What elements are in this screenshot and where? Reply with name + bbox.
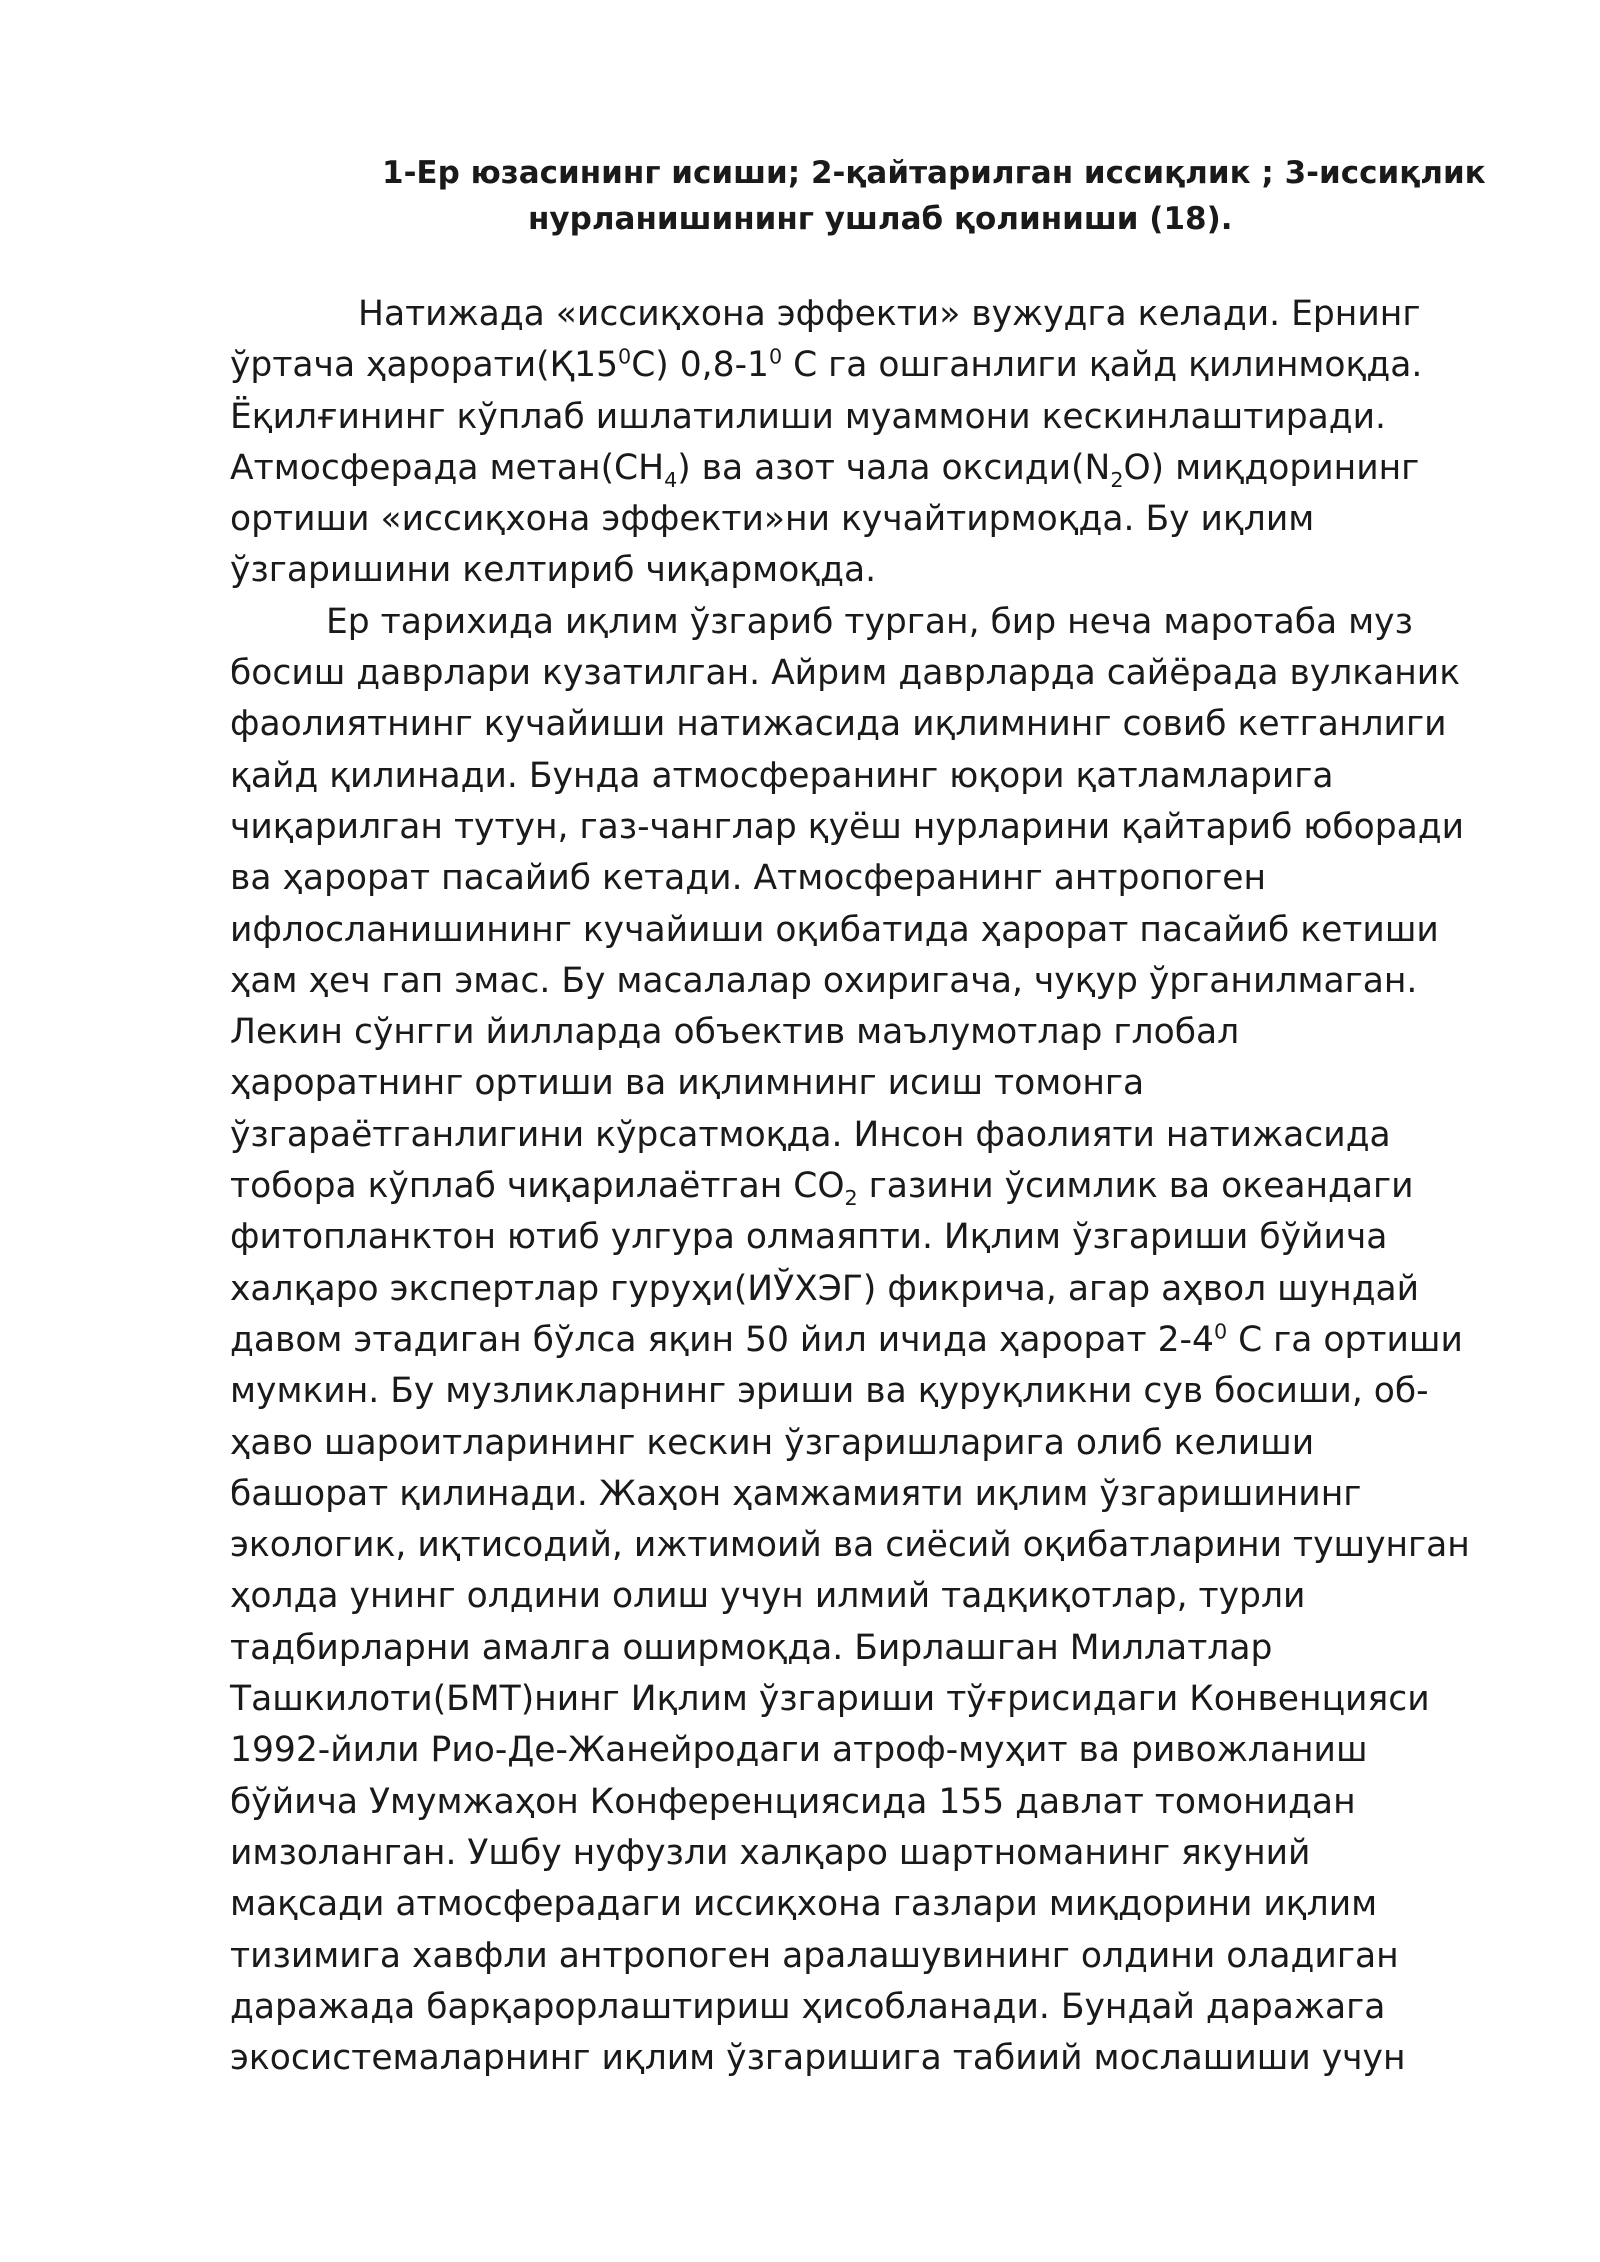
paragraph-2-line: ўзгараётганлигини кўрсатмоқда. Инсон фаолияти натижасида [230, 1114, 1391, 1155]
paragraph-2-line: ҳам ҳеч гап эмас. Бу масалалар охиригача, чуқур ўрганилмаган. [230, 960, 1418, 1001]
paragraph-2-line: қайд қилинади. Бунда атмосферанинг юқори қатламларига [230, 755, 1334, 796]
body-text [230, 289, 1486, 2084]
paragraph-2-line: 1992-йили Рио-Де-Жанейродаги атроф-муҳит ва ривожланиш [230, 1730, 1368, 1771]
paragraph-2-line: чиқарилган тутун, газ-чанглар қуёш нурларини қайтариб юборади [230, 806, 1465, 847]
paragraph-2-line: ҳароратнинг ортиши ва иқлимнинг исиш томонга [230, 1063, 1145, 1104]
paragraph-1-line: ўртача $ҳарорати(Қ15^0С)$ $0,8-1^0$ С га ошганлиги қайд қилинмоқда. [230, 344, 1423, 386]
paragraph-2-line: мумкин. Бу музликларнинг эриши ва қуруқликни сув босиши, об- [230, 1371, 1429, 1412]
paragraph-2-line: ҳолда унинг олдини олиш учун илмий тадқиқотлар, турли [230, 1576, 1306, 1617]
paragraph-2-line: тизимига хавфли антропоген аралашувининг олдини оладиган [230, 1935, 1399, 1976]
paragraph-1-line: Ёқилғининг кўплаб ишлатилиши муаммони кескинлаштиради. [230, 396, 1387, 437]
paragraph-2-line: башорат қилинади. Жаҳон ҳамжамияти иқлим ўзгаришининг [230, 1473, 1362, 1514]
paragraph-1-line: ўзгаришини келтириб чиқармоқда. [230, 550, 877, 591]
paragraph-2-line: экологик, иқтисодий, ижтимоий ва сиёсий оқибатларини тушунган [230, 1525, 1470, 1566]
paragraph-2-line: тобора кўплаб чиқарилаётган $CO_2$ газини ўсимлик ва океандаги [230, 1166, 1414, 1210]
paragraph-2-line: имзоланган. Ушбу нуфузли халқаро шартноманинг якуний [230, 1832, 1311, 1873]
paragraph-2-line: Ер тарихида иқлим ўзгариб турган, бир неча маротаба муз [326, 601, 1413, 642]
paragraph-2-line: фаолиятнинг кучайиши натижасида иқлимнинг совиб кетганлиги [230, 704, 1447, 745]
paragraph-2-line: даражада барқарорлаштириш ҳисобланади. Бундай даражага [230, 1986, 1386, 2027]
caption-line-2: нурланишининг ушлаб қолиниши (18). [528, 201, 1233, 237]
paragraph-2-line: ҳаво шароитларининг кескин ўзгаришларига олиб келиши [230, 1422, 1315, 1463]
paragraph-2-line: тадбирларни амалга оширмоқда. Бирлашган Миллатлар [230, 1627, 1273, 1668]
paragraph-2-line: мақсади атмосферадаги иссиқхона газлари миқдорини иқлим [230, 1884, 1378, 1925]
paragraph-2-line: фитопланктон ютиб улгура олмаяпти. Иқлим ўзгариши бўйича [230, 1217, 1388, 1258]
paragraph-1-line: ортиши «иссиқхона эффекти»ни кучайтирмоқда. Бу иқлим [230, 499, 1315, 540]
paragraph-2-line: босиш даврлари кузатилган. Айрим даврларда сайёрада вулканик [230, 653, 1461, 694]
paragraph-2-line: халқаро экспертлар гуруҳи(ИЎХЭГ) фикрича, агар аҳвол шундай [230, 1268, 1420, 1309]
paragraph-2-line: ва ҳарорат пасайиб кетади. Атмосферанинг антропоген [230, 858, 1267, 899]
paragraph-1-line: Натижада «иссиқхона эффекти» вужудга келади. Ернинг [358, 294, 1421, 334]
paragraph-2-line: экосистемаларнинг иқлим ўзгаришига табиий мослашиши учун [230, 2038, 1406, 2079]
caption-line-1: 1-Ер юзасининг исиши; 2-қайтарилган иссиқлик ; 3-иссиқлик [382, 155, 1486, 191]
paragraph-1-line: Атмосферада $метан(CH_4)$ ва азот чала $оксиди(N_2O)$ миқдорининг [230, 447, 1420, 492]
paragraph-2-line: Ташкилоти(БМТ)нинг Иқлим ўзгариши тўғрисидаги Конвенцияси [230, 1679, 1430, 1720]
paragraph-2-line: давом этадиган бўлса яқин 50 йил ичида ҳарорат $2-4^0$ С га ортиши [230, 1319, 1463, 1360]
paragraph-2-line: бўйича Умумжаҳон Конференциясида 155 давлат томонидан [230, 1781, 1356, 1822]
paragraph-2-line: Лекин сўнгги йилларда объектив маълумотлар глобал [230, 1012, 1240, 1053]
paragraph-2-line: ифлосланишининг кучайиши оқибатида ҳарорат пасайиб кетиши [230, 909, 1439, 950]
